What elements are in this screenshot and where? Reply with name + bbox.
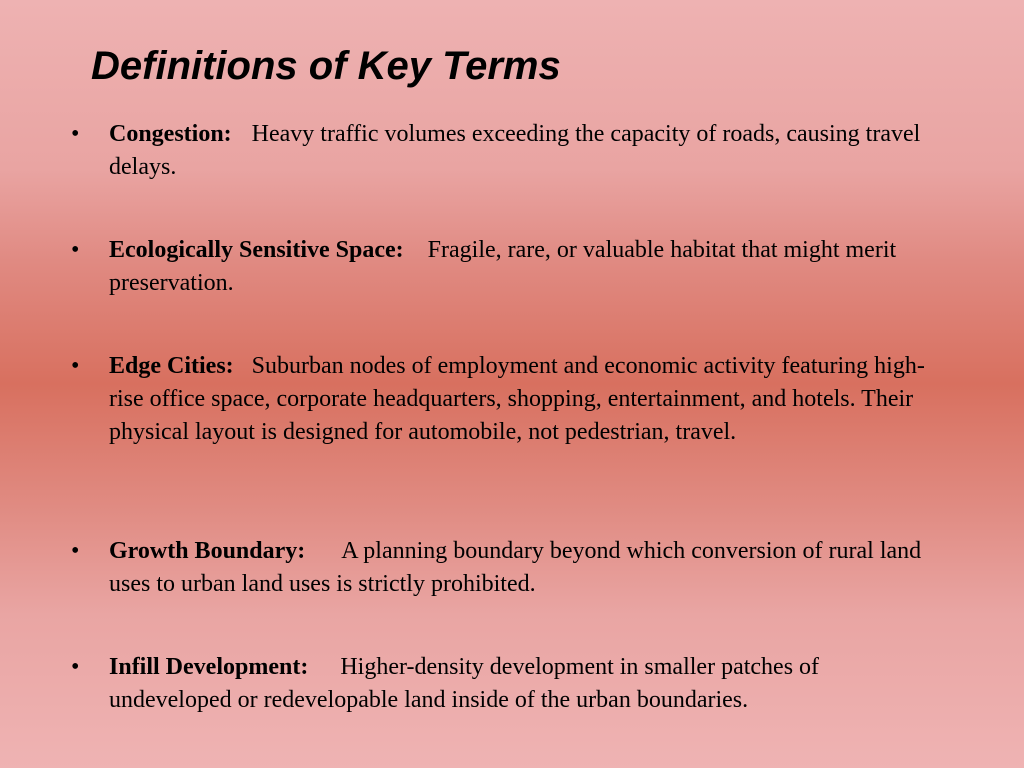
term-name: Congestion: <box>109 121 232 147</box>
term-definition: Heavy traffic volumes exceeding the capacity of roads, causing travel delays. <box>109 121 921 180</box>
definition-item-congestion <box>71 118 939 184</box>
term-definition: Higher-density development in smaller patches of undeveloped or redevelopable land inside of the urban boundaries. <box>109 654 820 713</box>
bullet: • <box>71 121 80 147</box>
slide-title: Definitions of Key Terms <box>91 44 561 88</box>
term-name: Infill Development: <box>109 654 309 680</box>
term-name: Ecologically Sensitive Space: <box>109 237 404 263</box>
bullet: • <box>71 237 80 263</box>
definition-item-growth-boundary <box>71 535 939 601</box>
bullet: • <box>71 353 80 379</box>
definition-item-infill-development <box>71 651 939 717</box>
term-name: Growth Boundary: <box>109 538 306 564</box>
term-name: Edge Cities: <box>109 353 234 379</box>
definition-item-edge-cities <box>71 350 939 449</box>
term-definition: A planning boundary beyond which conversion of rural land uses to urban land uses is strictly prohibited. <box>109 538 922 597</box>
bullet: • <box>71 538 80 564</box>
bullet: • <box>71 654 80 680</box>
term-definition: Fragile, rare, or valuable habitat that might merit preservation. <box>109 237 897 296</box>
definition-item-ecologically-sensitive-space <box>71 234 939 300</box>
term-definition: Suburban nodes of employment and economic activity featuring high-rise office space, corporate headquarters, shopping, entertainment, and hotels. Their physical layout is designed for automobile, not pedestrian, travel. <box>109 353 925 445</box>
